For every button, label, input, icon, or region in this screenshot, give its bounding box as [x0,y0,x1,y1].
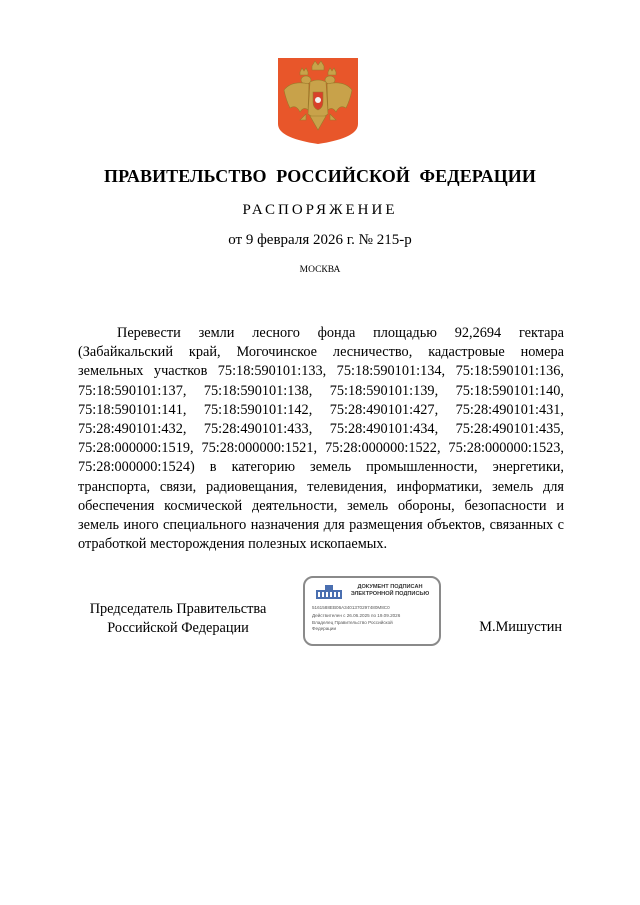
document-city: МОСКВА [299,265,341,275]
government-title: ПРАВИТЕЛЬСТВО РОССИЙСКОЙ ФЕДЕРАЦИИ [103,166,536,186]
stamp-title-line2: ЭЛЕКТРОННОЙ ПОДПИСЬЮ [350,591,430,597]
coat-of-arms-emblem-icon [276,56,360,146]
building-icon [315,584,343,600]
document-date-number: от 9 февраля 2026 г. № 215-р [228,232,412,248]
order-paragraph: Перевести земли лесного фонда площадью 92,2694 гектара (Забайкальский край, Могочинское лесничество, кадастровые номера земельных участков 75:18:590101:133, 75:18:590101:134, 75:18:590101:136, 75:18:590101:137, 75:18:590101:138, 75:18:590101:139, 75:18:590101:140, 75:18:590101:141, 75:18:590101:142, 75:28:490101:427, 75:28:490101:431, 75:28:490101:432, 75:28:490101:433, 75:28:490101:434, 75:28:490101:435, 75:28:000000:1519, 75:28:000000:1521, 75:28:000000:1522, 75:28:000000:1523, 75:28:000000:1524) в категорию земель промышленности, энергетики, транспорта, связи, радиовещания, телевидения, информатики, земель для обеспечения космической деятельности, земель обороны, безопасности и земель иного специального назначения для размещения объектов, связанных с отработкой месторождения полезных ископаемых. [78,325,564,553]
signer-name: М.Мишустин [479,619,562,635]
stamp-title-line1: ДОКУМЕНТ ПОДПИСАН [357,584,423,590]
signer-position [78,600,278,637]
signer-position-line1: Председатель Правительства [89,601,267,617]
stamp-certificate: 5161588EB06A3401370297480M8C0 [312,605,390,610]
document-type: РАСПОРЯЖЕНИЕ [242,202,398,218]
stamp-owner-line2: Федерации [312,626,337,631]
electronic-signature-stamp [303,576,441,646]
stamp-owner-line1: Владелец Правительство Российской [312,620,393,625]
signer-position-line2: Российской Федерации [107,619,249,636]
stamp-title [345,584,435,598]
stamp-validity: Действителен с 26.06.2025 по 19.09.2026 [312,613,401,618]
